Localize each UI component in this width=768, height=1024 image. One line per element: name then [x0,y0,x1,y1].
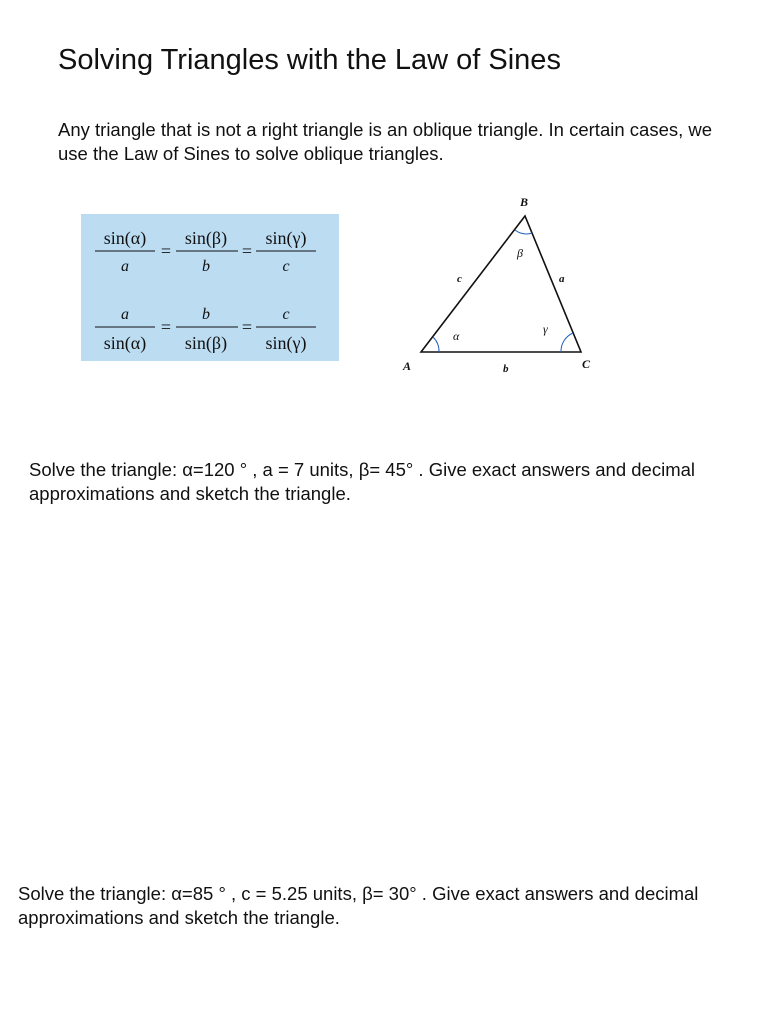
fraction-numerator: sin(γ) [265,228,307,248]
fraction-numerator: sin(β) [184,228,228,248]
triangle-shape [421,216,581,352]
practice-problem-1: Solve the triangle: α=120 ° , a = 7 units, β= 45° . Give exact answers and decimal approximations and sketch the triangle. [29,459,696,504]
fraction-denominator: sin(α) [103,333,147,353]
side-label-b: b [503,363,509,375]
angle-arc-beta [515,230,532,234]
intro-paragraph: Any triangle that is not a right triangle is an oblique triangle. In certain cases, we use the Law of Sines to solve oblique triangles. [58,119,713,164]
law-of-sines-formula-box [81,214,339,361]
angle-arc-gamma [561,333,573,352]
fraction-denominator: sin(γ) [265,333,307,353]
vertex-label-c: C [582,357,591,371]
equals-sign: = [241,317,253,337]
fraction-denominator: c [282,258,290,275]
fraction-numerator: sin(α) [103,228,147,248]
practice-problem-2: Solve the triangle: α=85 ° , c = 5.25 units, β= 30° . Give exact answers and decimal approximations and sketch the triangle. [18,883,699,928]
angle-label-gamma: γ [543,322,548,336]
angle-arc-alpha [433,337,439,352]
angle-label-beta: β [517,246,523,260]
side-label-a: a [559,273,565,285]
angle-label-alpha: α [453,329,460,343]
side-label-c: c [457,273,462,285]
fraction-denominator: sin(β) [184,333,228,353]
formula-row-sin-over-side [95,228,316,275]
page-title: Solving Triangles with the Law of Sines [58,44,561,76]
fraction-denominator: b [202,258,210,275]
vertex-label-b: B [520,195,529,209]
fraction-numerator: b [202,306,210,323]
equals-sign: = [160,317,172,337]
fraction-denominator: a [121,258,129,275]
vertex-label-a: A [403,359,412,373]
formula-row-side-over-sin [95,306,316,354]
fraction-numerator: c [282,306,290,323]
equals-sign: = [160,241,172,261]
equals-sign: = [241,241,253,261]
triangle-diagram [395,190,615,385]
fraction-numerator: a [121,306,129,323]
